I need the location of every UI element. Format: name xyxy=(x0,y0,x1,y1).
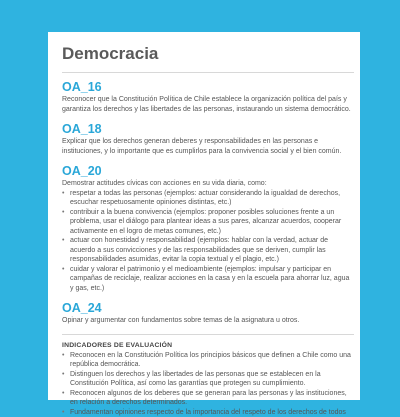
objective-code: OA_18 xyxy=(62,122,354,136)
list-item: • actuar con honestidad y responsabilidad (ejemplos: hablar con la verdad, actuar de acuerdo a sus convicciones y de las responsabilidades que se deriven, cumplir las responsabilidades asumidas, evitar la copia textual y el plagio, etc.) xyxy=(62,236,354,265)
list-item: • Reconocen en la Constitución Política los principios básicos que definen a Chile como una república democrática. xyxy=(62,351,354,370)
document-content xyxy=(62,42,354,417)
indicators-list xyxy=(62,351,354,417)
section-divider xyxy=(62,334,354,335)
objective-code: OA_24 xyxy=(62,301,354,315)
objective-code: OA_16 xyxy=(62,80,354,94)
objective-text: Demostrar actitudes cívicas con acciones en su vida diaria, como: xyxy=(62,179,354,189)
objective-oa16 xyxy=(62,80,354,114)
objective-text: Explicar que los derechos generan deberes y responsabilidades en las personas e instituciones, y lo importante que es cumplirlos para la convivencia social y el bien común. xyxy=(62,137,354,156)
objective-text: Opinar y argumentar con fundamentos sobre temas de la asignatura u otros. xyxy=(62,316,354,326)
objective-bullet-list xyxy=(62,189,354,294)
list-item: • Fundamentan opiniones respecto de la importancia del respeto de los derechos de todos xyxy=(62,408,354,417)
list-item: • Distinguen los derechos y las libertades de las personas que se establecen en la Constitución Política, así como las garantías que protegen su cumplimiento. xyxy=(62,370,354,389)
indicators-heading: INDICADORES DE EVALUACIÓN xyxy=(62,342,354,349)
list-item: • cuidar y valorar el patrimonio y el medioambiente (ejemplos: impulsar y participar en campañas de reciclaje, realizar acciones en la casa y en la escuela para ahorrar luz, agua y gas, etc.) xyxy=(62,265,354,294)
title-divider xyxy=(62,72,354,73)
objective-oa18 xyxy=(62,122,354,156)
document-page xyxy=(48,32,360,400)
list-item: • contribuir a la buena convivencia (ejemplos: proponer posibles soluciones frente a un problema, usar el diálogo para plantear ideas a sus pares, alcanzar acuerdos, cooperar activamente en el logro de metas comunes, etc.) xyxy=(62,208,354,237)
list-item: • respetar a todas las personas (ejemplos: actuar considerando la igualdad de derechos, escuchar respetuosamente opiniones distintas, etc.) xyxy=(62,189,354,208)
objective-code: OA_20 xyxy=(62,164,354,178)
list-item: • Reconocen algunos de los deberes que se generan para las personas y las instituciones, en relación a derechos determinados. xyxy=(62,389,354,408)
objective-text: Reconocer que la Constitución Política de Chile establece la organización política del país y garantiza los derechos y las libertades de las personas, instaurando un sistema democrático. xyxy=(62,95,354,114)
page-title: Democracia xyxy=(62,42,354,66)
objective-oa24 xyxy=(62,301,354,326)
objective-oa20 xyxy=(62,164,354,293)
